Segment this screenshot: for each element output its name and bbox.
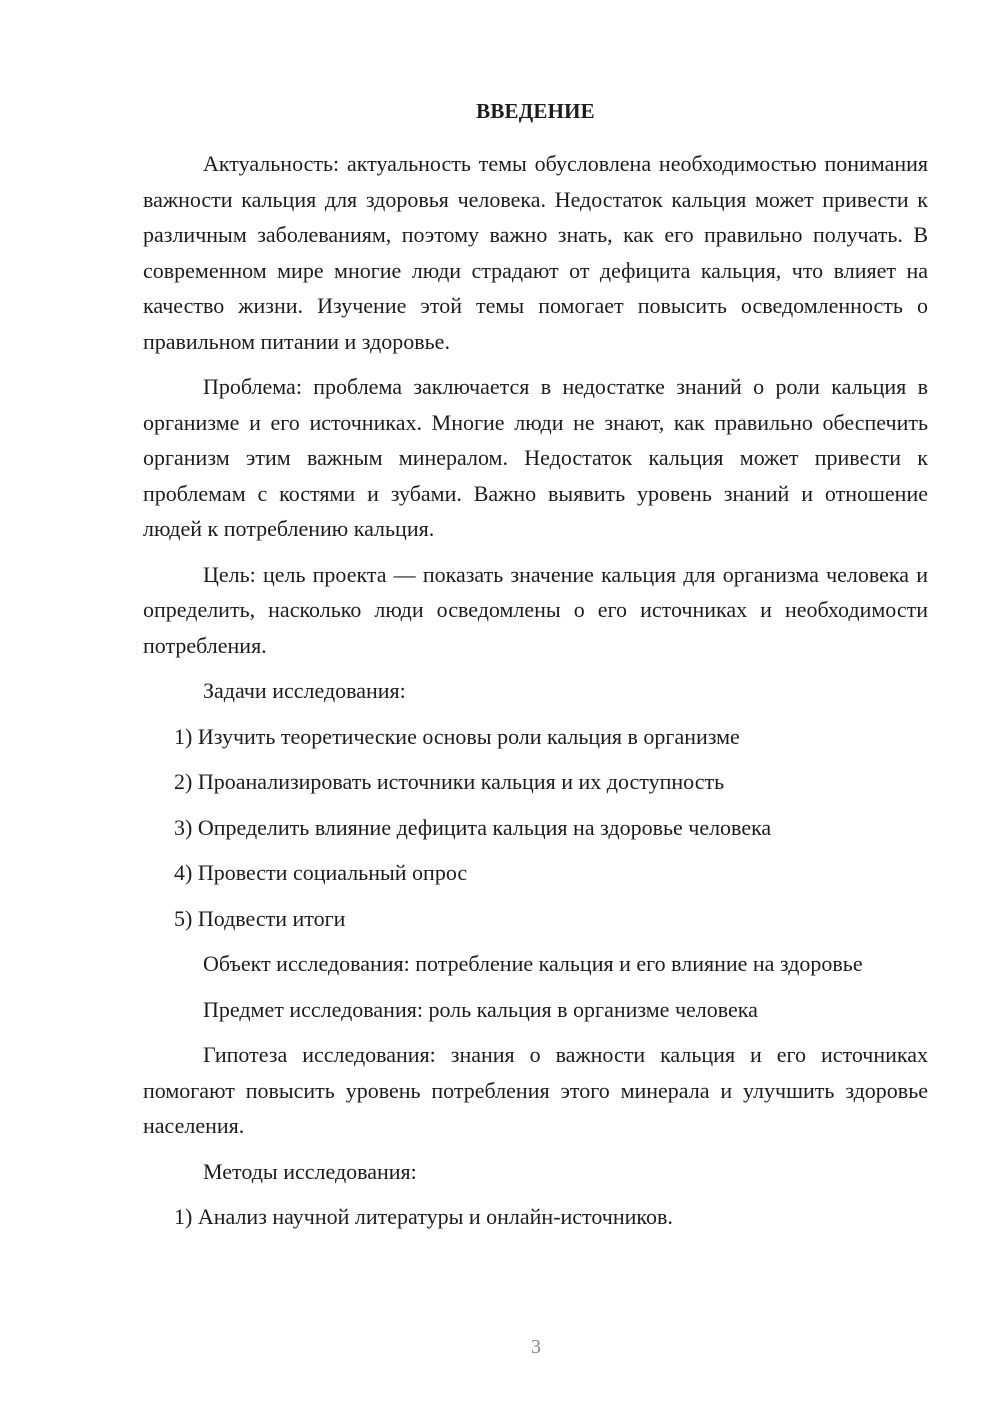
problem-paragraph: Проблема: проблема заключается в недостатке знаний о роли кальция в организме и его источниках. Многие люди не знают, как правильно обеспечить организм этим важным минералом. Недостаток кальция может привести к проблемам с костями и зубами. Важно выявить уровень знаний и отношение людей к потреблению кальция. (143, 374, 928, 541)
object-paragraph: Объект исследования: потребление кальция и его влияние на здоровье (203, 951, 863, 976)
list-item: 5) Подвести итоги (174, 905, 346, 931)
document-body (143, 96, 928, 1245)
list-item: 1) Анализ научной литературы и онлайн-источников. (174, 1204, 673, 1229)
tasks-list (143, 719, 928, 937)
page-number: 3 (531, 1336, 541, 1358)
hypothesis-paragraph: Гипотеза исследования: знания о важности кальция и его источниках помогают повысить уровень потребления этого минерала и улучшить здоровье населения. (143, 1042, 928, 1138)
methods-heading: Методы исследования: (203, 1158, 417, 1184)
list-item: 1) Изучить теоретические основы роли кальция в организме (174, 723, 740, 749)
relevance-paragraph: Актуальность: актуальность темы обусловлена необходимостью понимания важности кальция для здоровья человека. Недостаток кальция может привести к различным заболеваниям, поэтому важно знать, как его правильно получать. В современном мире многие люди страдают от дефицита кальция, что влияет на качество жизни. Изучение этой темы помогает повысить осведомленность о правильном питании и здоровье. (143, 151, 928, 354)
section-title: ВВЕДЕНИЕ (476, 99, 595, 123)
list-item: 2) Проанализировать источники кальция и их доступность (174, 769, 725, 794)
goal-paragraph: Цель: цель проекта — показать значение кальция для организма человека и определить, насколько люди осведомлены о его источниках и необходимости потребления. (143, 561, 928, 658)
list-item: 4) Провести социальный опрос (174, 860, 468, 885)
list-item: 3) Определить влияние дефицита кальция на здоровье человека (174, 814, 772, 840)
tasks-heading: Задачи исследования: (203, 678, 406, 703)
subject-paragraph: Предмет исследования: роль кальция в организме человека (203, 996, 758, 1022)
methods-list (143, 1199, 928, 1235)
